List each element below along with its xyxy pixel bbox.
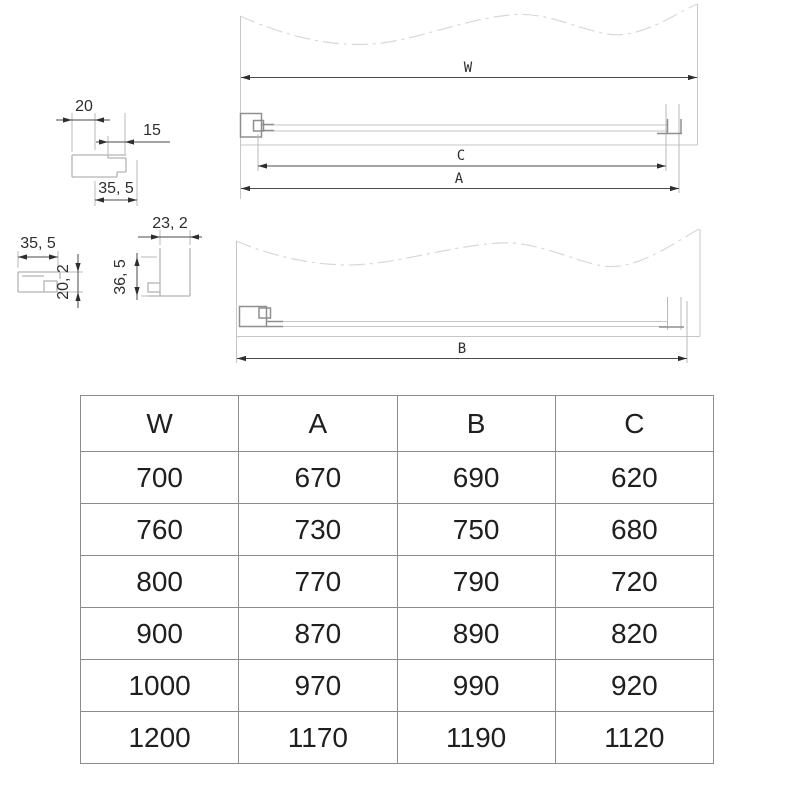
arrowhead-left: [99, 139, 108, 144]
glass-edge-lines: [263, 125, 667, 131]
dim-label-23-2: 23, 2: [152, 215, 188, 232]
profile-outline: [72, 155, 126, 177]
table-cell: 920: [555, 660, 713, 712]
dimension-15: [96, 122, 170, 155]
table-cell: 620: [555, 452, 713, 504]
table-cell: 890: [397, 608, 555, 660]
table-cell: 770: [239, 556, 397, 608]
table-cell: 750: [397, 504, 555, 556]
table-cell: 800: [81, 556, 239, 608]
table-cell: 760: [81, 504, 239, 556]
dimension-35-5: [95, 160, 137, 206]
arrowhead-right: [128, 197, 137, 202]
dim-label-36-5: 36, 5: [112, 259, 129, 295]
arrowhead-right: [678, 356, 687, 361]
table-cell: 990: [397, 660, 555, 712]
arrowhead-right: [49, 254, 58, 259]
arrowhead-left: [151, 234, 160, 239]
profile-outline: [148, 248, 190, 296]
table-cell: 1190: [397, 712, 555, 764]
assembly-view-top: [240, 4, 698, 199]
table-cell: 1120: [555, 712, 713, 764]
table-row: [81, 712, 714, 764]
dim-label-15: 15: [143, 122, 161, 139]
table-row: [81, 452, 714, 504]
table-row: [81, 556, 714, 608]
arrowhead-left: [95, 197, 104, 202]
arrowhead-top: [75, 263, 80, 272]
bracket-clamp-lines: [266, 322, 283, 327]
bracket-notch: [259, 308, 271, 318]
table-cell: 700: [81, 452, 239, 504]
dim-label-a: A: [454, 171, 464, 187]
glass-edge-lines: [281, 322, 668, 327]
dim-label-35-5: 35, 5: [98, 180, 134, 197]
dimension-b: [237, 341, 687, 361]
table-row: [81, 660, 714, 712]
wall-bracket-left: [240, 307, 284, 327]
arrowhead-left: [237, 356, 246, 361]
wall-bracket-right: [657, 104, 682, 193]
dimension-36-5: [112, 253, 157, 300]
dimension-23-2: [138, 215, 202, 245]
table-cell: 1000: [81, 660, 239, 712]
bracket-right-marks: [657, 119, 682, 134]
dimension-20: [56, 98, 125, 155]
table-cell: 1170: [239, 712, 397, 764]
table-header-b: B: [397, 396, 555, 452]
dimension-20-2: [55, 254, 83, 308]
break-wave-line: [236, 229, 699, 267]
table-cell: 680: [555, 504, 713, 556]
dim-label-20: 20: [75, 98, 93, 115]
arrowhead-left: [18, 254, 27, 259]
table-cell: 790: [397, 556, 555, 608]
table-cell: 870: [239, 608, 397, 660]
dim-label-c: C: [456, 148, 466, 164]
arrowhead-right: [95, 117, 104, 122]
table-cell: 900: [81, 608, 239, 660]
profile-detail-mid-center: [112, 215, 202, 300]
table-header-row: [81, 396, 714, 452]
arrowhead-left: [258, 163, 267, 168]
dim-label-w: W: [463, 60, 473, 76]
table-header-c: C: [555, 396, 713, 452]
dimension-a: [241, 171, 679, 191]
assembly-view-bottom: [236, 229, 700, 363]
arrowhead-right: [190, 234, 199, 239]
arrowhead-bottom: [134, 287, 139, 296]
table-cell: 1200: [81, 712, 239, 764]
dim-label-20-2: 20, 2: [55, 264, 72, 300]
arrowhead-right: [125, 139, 134, 144]
arrowhead-left: [241, 75, 250, 80]
bracket-body: [241, 114, 262, 138]
profile-detail-mid-left: [18, 235, 83, 308]
table-cell: 730: [239, 504, 397, 556]
arrowhead-left: [63, 117, 72, 122]
dimension-w: [241, 60, 697, 80]
break-wave-line: [240, 4, 697, 44]
wall-bracket-right: [659, 297, 687, 363]
table-row: [81, 608, 714, 660]
arrowhead-right: [688, 75, 697, 80]
bracket-body: [240, 307, 267, 327]
wall-bracket-left: [241, 114, 275, 138]
dim-label-35-5: 35, 5: [20, 235, 56, 252]
panel-outline: [237, 229, 701, 363]
extension-lines: [18, 251, 58, 268]
dim-label-b: B: [457, 341, 467, 357]
technical-drawing: [0, 0, 800, 392]
right-extension-lines: [668, 297, 688, 363]
table-cell: 690: [397, 452, 555, 504]
right-extension-lines: [666, 104, 679, 193]
table-row: [81, 504, 714, 556]
arrowhead-top: [134, 257, 139, 266]
dimension-c: [258, 134, 666, 171]
arrowhead-left: [241, 186, 250, 191]
arrowhead-right: [657, 163, 666, 168]
arrowhead-bottom: [75, 292, 80, 301]
table-header-a: A: [239, 396, 397, 452]
profile-notch: [148, 283, 160, 292]
dimensions-table: [80, 395, 714, 764]
arrowhead-right: [670, 186, 679, 191]
profile-outline: [18, 272, 60, 292]
extension-lines: [141, 257, 157, 296]
dimension-35-5: [18, 235, 58, 268]
table-cell: 670: [239, 452, 397, 504]
table-cell: 970: [239, 660, 397, 712]
table-header-w: W: [81, 396, 239, 452]
profile-detail-top-left: [56, 98, 170, 206]
table-cell: 820: [555, 608, 713, 660]
table-cell: 720: [555, 556, 713, 608]
